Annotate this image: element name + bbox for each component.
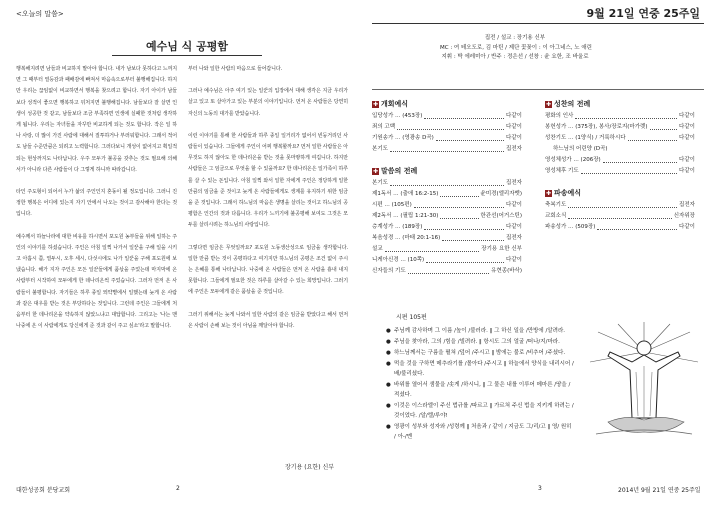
section-title: 성찬의 전례 bbox=[554, 100, 591, 108]
psalm-verse bbox=[386, 359, 574, 379]
leader-dots bbox=[650, 129, 678, 130]
order-item bbox=[372, 233, 522, 244]
order-item bbox=[372, 133, 522, 144]
order-item-role: 신자위장 bbox=[673, 213, 695, 219]
psalm-title: 시편 105편 bbox=[396, 314, 427, 321]
page-number: 3 bbox=[538, 485, 542, 492]
order-item bbox=[372, 200, 522, 211]
cross-icon: ✚ bbox=[545, 190, 552, 197]
order-item bbox=[372, 222, 522, 233]
footer-date: 2014년 9월 21일 연중 25주일 bbox=[618, 487, 701, 494]
leader-dots bbox=[568, 207, 677, 208]
divider bbox=[372, 89, 704, 90]
paragraph: 행복해지려면 남들과 비교하지 말아야 합니다. 내가 남보다 못하다고 느껴지면 그 때부터 열등감과 패배감에 빠져서 마음속으로부터 불행해집니다. 하지만 우리는 끊임없이 비교하면서 행복을 찾으려고 합니다. 자기 아이가 남들보다 성적이 좋으면 행복하고 뒤처지면 불행해집니다. 남들보다 잘 살면 인생이 성공한 것 같고, 남들보다 조금 부족하면 인생에 실패한 것처럼 생각하게 됩니다. 우리는 자녀들을 자꾸만 비교하게 되는 것도 합니다. 작은 일 하나 사랑, 더 많이 가진 사람에 대해서 질투하거나 부러워합니다. 그래서 적어도 남들 수준만큼은 되려고 노력합니다. 그러다보니 개성이 없어지고 획일적 되는 현상까지도 나타납니다. 우주 모두가 불공을 갖추는 것도 필요해 의해서가 아니라 다른 사람들이 다 그렇게 하니까 따라갑니다. bbox=[16, 66, 177, 173]
order-item-role: 다같이 bbox=[506, 224, 522, 230]
order-item-label: 하느님의 어린양 (D곡) bbox=[553, 146, 608, 152]
section-spacer bbox=[545, 233, 695, 243]
footer-church: 대한성공회 분당교회 bbox=[16, 487, 71, 494]
order-item bbox=[372, 255, 522, 266]
leader-dots bbox=[414, 207, 504, 208]
title-rule bbox=[372, 23, 704, 24]
order-item-role: 다같이 bbox=[679, 157, 695, 163]
bullet-icon: ● bbox=[386, 328, 391, 334]
order-item-role: 다같이 bbox=[679, 124, 695, 130]
order-item bbox=[545, 133, 695, 144]
psalm-verse bbox=[386, 337, 574, 347]
order-item-label: 니케아신경 … (10쪽) bbox=[372, 257, 425, 263]
service-title: 9월 21일 연중 25주일 bbox=[586, 7, 700, 20]
bullet-icon: ● bbox=[386, 361, 391, 367]
order-item-label: 영성체후 기도 bbox=[545, 168, 579, 174]
paragraph: 타인 주도형이 되어서 누가 삶의 주인인지 혼동이 될 정도입니다. 그러니 진정한 행복은 어디에 있는지 자기 안에서 나오는 것이고 감사해야 한다는 것입니다. bbox=[16, 189, 177, 218]
order-item-role: 다같이 bbox=[506, 113, 522, 119]
order-item-label: 시편 … (105편) bbox=[372, 202, 412, 208]
section-spacer bbox=[372, 277, 522, 287]
leader-dots bbox=[442, 240, 504, 241]
section-spacer bbox=[372, 155, 522, 165]
order-item-label: 봉헌성가 … (375장), 봉사/장로지(마가렛) bbox=[545, 124, 648, 130]
order-item-label: 영성체성가 … (206장) bbox=[545, 157, 601, 163]
page-number: 2 bbox=[176, 485, 180, 492]
psalm-verse bbox=[386, 380, 574, 400]
signature: 장기용 (요한) 신부 bbox=[285, 464, 335, 471]
section-title: 파송예식 bbox=[554, 189, 582, 197]
order-item-label: 기원송가 … (영광송 D곡) bbox=[372, 135, 434, 141]
psalm-verse-text: 먹을 것을 구하면 메추라기를 /몰아다 /주시고 ‖ 하늘에서 양식을 내리시어 /배/불리셨다. bbox=[394, 361, 574, 377]
order-list-right bbox=[545, 98, 695, 243]
order-item-role: 다같이 bbox=[679, 113, 695, 119]
leader-dots bbox=[575, 118, 677, 119]
section-tag: <오늘의 말씀> bbox=[16, 10, 64, 18]
order-item-role: 다같이 bbox=[506, 202, 522, 208]
order-item-label: 제2독서 … (필립 1:21-30) bbox=[372, 213, 439, 219]
order-item bbox=[545, 155, 695, 166]
order-item-label: 교회소식 bbox=[545, 213, 567, 219]
order-item bbox=[545, 200, 695, 211]
paragraph: 그러기 위해서는 늦게 나와서 일한 사람의 같은 임금을 받았다고 해서 먼저 온 사람이 손해 보는 것이 아님을 깨달아야 합니다. bbox=[188, 311, 348, 329]
cross-icon: ✚ bbox=[545, 101, 552, 108]
paragraph: 그러나 예수님은 아주 여기 있는 일꾼의 입장에서 대해 생각은 지금 우리가 살고 있고 또 살아가고 있는 부분의 이야기입니다. 먼저 온 사람들은 당연히 자신의 노동의 대가를 받았습니다. bbox=[188, 88, 348, 117]
leader-dots bbox=[440, 218, 478, 219]
order-item-label: 설교 bbox=[372, 246, 383, 252]
order-item bbox=[545, 122, 695, 133]
psalm-verse bbox=[386, 348, 574, 358]
section-heading bbox=[545, 187, 695, 200]
bullet-icon: ● bbox=[386, 424, 391, 430]
order-item bbox=[545, 222, 695, 233]
order-item-label: 본기도 bbox=[372, 146, 388, 152]
order-item-label: 신자들의 기도 bbox=[372, 268, 406, 274]
order-item-role: 다같이 bbox=[679, 135, 695, 141]
leader-dots bbox=[426, 262, 504, 263]
minister-line: MC : 여 테오도로, 김 마틴 / 제단 꽃꽂이 : 이 아그네스, 노 애린 bbox=[440, 44, 592, 51]
paragraph: 부터 나와 일한 사람의 마음으로 들어갑니다. bbox=[188, 66, 283, 72]
sermon-column-1 bbox=[16, 64, 177, 444]
psalm-verse-text: 하느님께서는 구름을 펼쳐 /덮어 /주시고 ‖ 밤에는 불로 /비추어 /주셨다. bbox=[394, 350, 566, 356]
order-item bbox=[545, 166, 695, 177]
order-item bbox=[372, 144, 522, 155]
order-item-role: 한관선(어거스틴) bbox=[480, 213, 522, 219]
order-item bbox=[545, 211, 695, 222]
paragraph: 예수께서 하늘나라에 대한 비유를 하시면서 포도원 농부들을 위해 일하는 주인의 이야기를 하셨습니다. 주인은 아침 일찍 나가서 일꾼을 구해 일을 시키고 아홉시 쯤, 열두시, 오후 세시, 다섯시에도 나가 일꾼을 구해 포도원에 보냈습니다. 해가 지자 주인은 모든 일꾼들에게 품삯을 주었는데 마지막에 온 사람부터 시작하여 모두에게 한 데나리온씩 주었습니다. 그러자 먼저 온 사람들이 불평합니다. 자기들은 하루 종일 뙤약볕에서 일했는데 늦게 온 사람과 같은 대우를 받는 것은 부당하다는 것입니다. 그런데 주인은 그들에게 처음부터 한 데나리온을 약속하지 않았느냐고 대답합니다. 그리고는 '나는 맨 나중에 온 이 사람에게도 당신에게 준 것과 같이 주고 싶소'라고 말합니다. bbox=[16, 233, 177, 330]
sermon-column-2 bbox=[188, 64, 348, 444]
leader-dots bbox=[597, 229, 677, 230]
order-item-role: 윤미경(엘리자벳) bbox=[480, 191, 522, 197]
order-item bbox=[545, 144, 695, 155]
leader-dots bbox=[390, 185, 504, 186]
leader-dots bbox=[424, 118, 504, 119]
leader-dots bbox=[424, 229, 504, 230]
order-list-left bbox=[372, 98, 522, 287]
minister-line: 지휘 : 박 에레미아 / 반주 : 정은선 / 선창 : 윤 요한, 조 바울로 bbox=[441, 54, 589, 60]
order-item-role: 장기용 요한 신부 bbox=[481, 246, 522, 252]
order-item-role: 집전자 bbox=[506, 146, 522, 152]
cross-icon: ✚ bbox=[372, 168, 379, 175]
order-item-label: 본기도 bbox=[372, 180, 388, 186]
order-item-label: 성찬기도 … (1양식) / 거룩하시다 bbox=[545, 135, 626, 141]
order-item-label: 층계성가 … (189장) bbox=[372, 224, 423, 230]
psalm-verse-text: 주님께 감사하며 그 이름 /높이 /불러라. ‖ 그 하신 일을 /만방에 /알려라. bbox=[394, 328, 566, 334]
leader-dots bbox=[390, 151, 504, 152]
leader-dots bbox=[408, 273, 490, 274]
leader-dots bbox=[603, 162, 677, 163]
order-item bbox=[372, 122, 522, 133]
order-item-role: 집전자 bbox=[506, 180, 522, 186]
sermon-title: 예수님 식 공평함 bbox=[145, 40, 229, 53]
bullet-icon: ● bbox=[386, 403, 391, 409]
order-item-role: 집전자 bbox=[506, 235, 522, 241]
bullet-icon: ● bbox=[386, 382, 391, 388]
psalm-verse-text: 영광이 성부와 성자와 /성령께 ‖ 처음과 / 같이 / 지금도 그/리/고 ‖ 영/ 원히 / 아-/멘 bbox=[394, 424, 572, 440]
psalm-verse bbox=[386, 326, 574, 336]
paragraph: 이런 이야기를 통해 한 사람들과 하루 종일 일거리가 없어서 빈둥거리던 사람들이 있습니다. 그들에게 주인이 어찌 행복할까요? 먼저 일한 사람들은 아무것도 하지 않아도 한 데나리온을 받는 것을 못마땅하게 여깁니다. 하지만 사람들은 그 임금으로 무엇을 할 수 있을까요? 한 데나리온은 일가족이 하루를 살 수 있는 돈입니다. 아침 일찍 와서 일한 자에게 주인은 정당하게 일한 만큼의 임금을 준 것이고 늦게 온 사람들에게도 생계를 유지하기 위한 임금을 준 것입니다. 그래서 하느님의 마음은 생명을 살리는 것이고 하느님의 공평함은 인간의 것과 다릅니다. 우리가 느끼기에 불공평해 보여도 그것은 모두를 살리시려는 하느님의 사랑입니다. bbox=[188, 132, 348, 229]
order-item-role: 다같이 bbox=[506, 124, 522, 130]
order-item-label: 복음성경 … (마태 20:1-16) bbox=[372, 235, 441, 241]
order-item bbox=[372, 189, 522, 200]
order-item-label: 죄의 고백 bbox=[372, 124, 396, 130]
paragraph: 그렇다면 임금은 무엇일까요? 포도원 노동생산성으로 임금을 생각합니다. 일한 만큼 받는 것이 공평하다고 여기지만 하느님의 공평은 조건 없이 주시는 은혜를 통해 나타납니다. 나중에 온 사람들은 먼저 온 사람을 흉내 내지 못합니다. 그들에게 필요한 것은 하루를 살아갈 수 있는 희망입니다. 그러기에 주인은 모두에게 같은 품삯을 준 것입니다. bbox=[188, 244, 348, 296]
section-heading bbox=[372, 165, 522, 178]
risen-christ-illustration bbox=[588, 322, 700, 442]
ministers-block bbox=[440, 34, 590, 63]
leader-dots bbox=[440, 196, 478, 197]
order-item-label: 평화의 인사 bbox=[545, 113, 574, 119]
leader-dots bbox=[628, 140, 677, 141]
section-title: 말씀의 전례 bbox=[381, 167, 418, 175]
order-item-role: 다같이 bbox=[679, 224, 695, 230]
section-spacer bbox=[545, 177, 695, 187]
order-item-label: 축복기도 bbox=[545, 202, 567, 208]
title-rule bbox=[112, 55, 262, 56]
order-item-role: 다같이 bbox=[679, 168, 695, 174]
psalm-verse bbox=[386, 401, 574, 421]
bullet-icon: ● bbox=[386, 350, 391, 356]
order-item-label: 파송성가 … (509장) bbox=[545, 224, 596, 230]
order-item-role: 다같이 bbox=[506, 135, 522, 141]
order-item bbox=[372, 211, 522, 222]
psalm-verse-text: 이것은 이스라엘이 주신 법규를 /따르고 ‖ 가르쳐 주신 법을 지키게 하려는 /것이었다. /알/렐/루야! bbox=[394, 403, 574, 419]
leader-dots bbox=[436, 140, 504, 141]
order-item-label: 입당성가 … (453장) bbox=[372, 113, 423, 119]
leader-dots bbox=[568, 218, 671, 219]
order-item-role: 다같이 bbox=[506, 257, 522, 263]
section-heading bbox=[372, 98, 522, 111]
leader-dots bbox=[581, 173, 677, 174]
order-item bbox=[545, 111, 695, 122]
order-item bbox=[372, 111, 522, 122]
leader-dots bbox=[385, 251, 480, 252]
psalm-lines bbox=[386, 326, 574, 443]
order-item-role: 유현종(바삭) bbox=[491, 268, 522, 274]
cross-icon: ✚ bbox=[372, 101, 379, 108]
order-item bbox=[372, 266, 522, 277]
section-title: 개회예식 bbox=[381, 100, 409, 108]
psalm-verse-text: 바위를 열어서 샘물을 /솟게 /하시니, ‖ 그 물은 내를 이루어 메마른 /땅을 /적셨다. bbox=[394, 382, 571, 398]
bullet-icon: ● bbox=[386, 339, 391, 345]
order-item-role: 집전자 bbox=[679, 202, 695, 208]
leader-dots bbox=[397, 129, 504, 130]
order-item bbox=[372, 178, 522, 189]
psalm-verse bbox=[386, 422, 574, 442]
order-item bbox=[372, 244, 522, 255]
psalm-verse-text: 주님을 찾아라, 그의 /힘을 /빌려라. ‖ 항시도 그의 얼굴 /떠나/지/마라. bbox=[394, 339, 560, 345]
minister-line: 집전 / 설교 : 장기용 신부 bbox=[484, 35, 546, 41]
order-item-label: 제1독서 … (출애 16:2-15) bbox=[372, 191, 439, 197]
section-heading bbox=[545, 98, 695, 111]
